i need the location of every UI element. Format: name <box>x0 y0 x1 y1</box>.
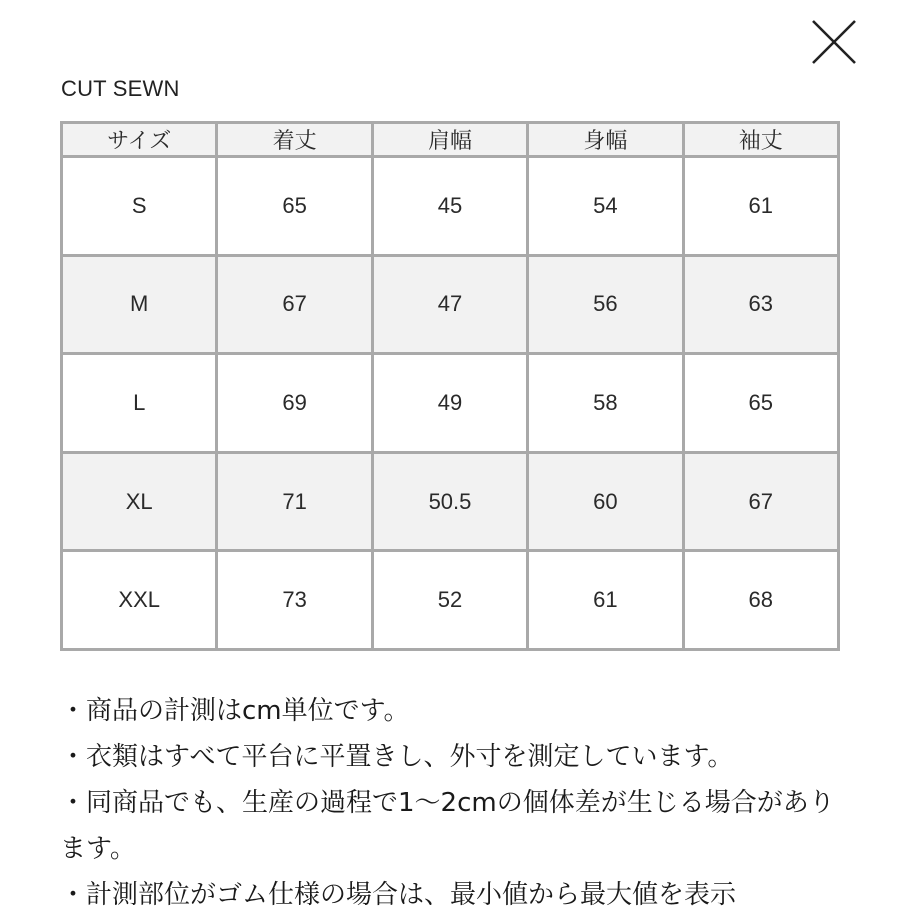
table-cell: 71 <box>217 452 372 551</box>
table-row <box>62 255 839 354</box>
table-cell: 65 <box>683 354 838 453</box>
table-cell: 54 <box>528 157 683 256</box>
table-cell: 65 <box>217 157 372 256</box>
table-row <box>62 354 839 453</box>
header-chest: 身幅 <box>528 123 683 157</box>
size-cell: L <box>62 354 217 453</box>
header-shoulder: 肩幅 <box>372 123 527 157</box>
size-chart-table <box>60 121 840 651</box>
table-cell: 67 <box>683 452 838 551</box>
measurement-notes <box>60 688 860 918</box>
note-item: ・同商品でも、生産の過程で1〜2cmの個体差が生じる場合があります。 <box>60 788 835 864</box>
note-item: ・計測部位がゴム仕様の場合は、最小値から最大値を表示 <box>60 880 737 910</box>
table-cell: 61 <box>528 551 683 650</box>
size-cell: XXL <box>62 551 217 650</box>
table-cell: 73 <box>217 551 372 650</box>
table-cell: 45 <box>372 157 527 256</box>
header-length: 着丈 <box>217 123 372 157</box>
table-row <box>62 452 839 551</box>
close-icon <box>810 18 858 66</box>
table-cell: 47 <box>372 255 527 354</box>
note-item: ・衣類はすべて平台に平置きし、外寸を測定しています。 <box>60 742 734 772</box>
table-cell: 50.5 <box>372 452 527 551</box>
table-header-row <box>62 123 839 157</box>
table-cell: 60 <box>528 452 683 551</box>
header-sleeve: 袖丈 <box>683 123 838 157</box>
header-size: サイズ <box>62 123 217 157</box>
table-cell: 61 <box>683 157 838 256</box>
table-cell: 52 <box>372 551 527 650</box>
table-cell: 67 <box>217 255 372 354</box>
section-title: CUT SEWN <box>61 76 180 101</box>
table-row <box>62 157 839 256</box>
table-cell: 69 <box>217 354 372 453</box>
table-cell: 63 <box>683 255 838 354</box>
table-cell: 56 <box>528 255 683 354</box>
table-row <box>62 551 839 650</box>
table-cell: 68 <box>683 551 838 650</box>
close-button[interactable] <box>810 18 858 66</box>
table-cell: 49 <box>372 354 527 453</box>
note-item: ・商品の計測はcm単位です。 <box>60 696 410 726</box>
size-cell: S <box>62 157 217 256</box>
size-cell: M <box>62 255 217 354</box>
table-cell: 58 <box>528 354 683 453</box>
size-cell: XL <box>62 452 217 551</box>
